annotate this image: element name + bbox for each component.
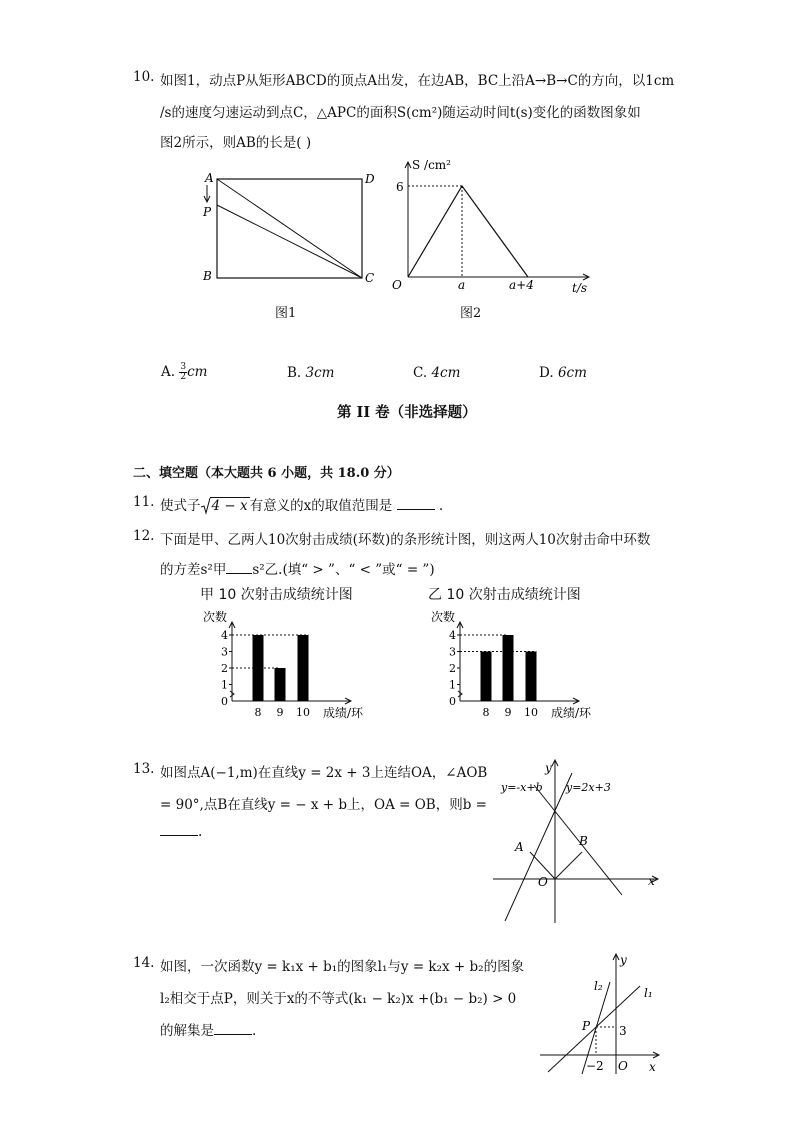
label-b: B xyxy=(579,834,588,848)
bar-8 xyxy=(481,652,492,702)
x-tick-label: 9 xyxy=(276,706,284,719)
q11-post: 有意义的x的取值范围是 xyxy=(249,498,393,514)
chart-yi-title: 乙 10 次射击成绩统计图 xyxy=(428,587,581,603)
y-tick-label: 2 xyxy=(449,662,456,675)
q14-answer-blank[interactable] xyxy=(214,1022,252,1035)
q10-line1: 如图1，动点P从矩形ABCD的顶点A出发，在边AB，BC上沿A→B→C的方向，以1cm xyxy=(160,73,675,89)
section2-title: 二、填空题（本大题共 6 小题，共 18.0 分） xyxy=(133,466,400,481)
y-tick-label: 4 xyxy=(449,629,456,642)
option-a-label: A. xyxy=(161,364,176,380)
y-axis-label: 次数 xyxy=(203,610,228,624)
label-neg2: −2 xyxy=(586,1059,604,1073)
segment-pc xyxy=(217,205,362,278)
q13-answer-blank[interactable] xyxy=(160,823,198,836)
option-a[interactable] xyxy=(161,363,207,382)
label-d: D xyxy=(365,172,375,186)
label-3: 3 xyxy=(619,1024,627,1038)
option-b-value: 3cm xyxy=(305,365,335,381)
q13-figure xyxy=(490,755,665,925)
x-tick-label: 9 xyxy=(504,706,512,719)
x-axis-label: 成绩/环 xyxy=(323,706,364,720)
x-tick-label: 8 xyxy=(254,706,262,719)
label-a-plus-4: a+4 xyxy=(509,278,534,292)
option-c[interactable] xyxy=(413,365,460,381)
option-d-label: D. xyxy=(539,365,554,381)
area-function-graph xyxy=(408,186,528,277)
q10-figure2 xyxy=(388,155,598,295)
y-tick-label: 3 xyxy=(449,645,456,659)
q14-figure xyxy=(536,950,666,1078)
option-a-unit: cm xyxy=(187,364,208,380)
figure2-caption: 图2 xyxy=(460,306,482,321)
x-tick-label: 8 xyxy=(482,706,490,719)
y-axis-label: 次数 xyxy=(431,610,456,624)
q14-line1: 如图，一次函数y = k₁x + b₁的图象l₁与y = k₂x + b₂的图象 xyxy=(160,959,525,975)
option-b-label: B. xyxy=(287,365,302,381)
q13-line3: . xyxy=(160,823,202,840)
y-tick-label: 2 xyxy=(221,662,228,675)
q14-line2: l₂相交于点P，则关于x的不等式(k₁ − k₂)x +(b₁ − b₂) > 0 xyxy=(160,991,517,1007)
label-line1: y=-x+b xyxy=(501,781,543,794)
sqrt-expression: 4 − x xyxy=(201,498,250,514)
bar-9 xyxy=(503,635,514,701)
diagonal-ac xyxy=(217,179,362,278)
option-c-value: 4cm xyxy=(431,365,461,381)
q10-number: 10. xyxy=(133,69,155,85)
part2-title: 第 II 卷（非选择题） xyxy=(337,404,477,421)
y-tick-label: 4 xyxy=(221,629,228,642)
bar-9 xyxy=(275,668,286,701)
q13-line1: 如图点A(−1,m)在直线y = 2x + 3上连结OA，∠AOB xyxy=(160,765,488,781)
q11-text: 使式子 4 − x 有意义的x的取值范围是 . xyxy=(160,498,444,514)
option-d-value: 6cm xyxy=(557,365,587,381)
q11-number: 11. xyxy=(133,494,155,510)
q12-number: 12. xyxy=(133,528,155,544)
x-tick-label: 10 xyxy=(296,706,310,719)
y-tick-label: 3 xyxy=(221,645,228,659)
q10-line2: /s的速度匀速运动到点C，△APC的面积S(cm²)随运动时间t(s)变化的函数图象如 xyxy=(160,105,641,121)
bar-10 xyxy=(298,635,309,701)
option-c-label: C. xyxy=(413,365,428,381)
label-l2: l₂ xyxy=(594,979,603,993)
q14-number: 14. xyxy=(133,955,155,971)
option-d[interactable] xyxy=(539,365,587,381)
y-tick-label: 1 xyxy=(221,678,228,692)
chart-yi xyxy=(423,605,638,723)
y-tick-label: 0 xyxy=(221,695,228,708)
q12-answer-blank[interactable] xyxy=(226,561,252,574)
q13-line2: = 90°,点B在直线y = − x + b上，OA = OB，则b = xyxy=(160,797,487,813)
q14-line3: 的解集是 . xyxy=(160,1023,257,1039)
q10-line3: 图2所示，则AB的长是( ) xyxy=(160,135,312,151)
segment-ob xyxy=(555,852,582,879)
label-l1: l₁ xyxy=(644,986,653,1000)
label-line2: y=2x+3 xyxy=(566,781,611,794)
label-b: B xyxy=(203,269,212,283)
label-s: S /cm² xyxy=(412,158,451,172)
q11-answer-blank[interactable] xyxy=(397,497,435,510)
label-o: O xyxy=(538,875,548,889)
label-a: a xyxy=(458,278,466,292)
q12-line1: 下面是甲、乙两人10次射击成绩(环数)的条形统计图，则这两人10次射击命中环数 xyxy=(160,532,651,548)
x-axis-label: 成绩/环 xyxy=(551,706,592,720)
q13-number: 13. xyxy=(133,761,155,777)
chart-jia xyxy=(195,605,410,723)
y-tick-label: 1 xyxy=(449,678,456,692)
label-t: t/s xyxy=(572,281,588,295)
sqrt-icon xyxy=(201,497,211,515)
label-y: y xyxy=(545,761,552,775)
x-tick-label: 10 xyxy=(524,706,538,719)
label-a: A xyxy=(515,840,524,854)
q11-pre: 使式子 xyxy=(160,498,201,514)
label-p: P xyxy=(203,205,212,219)
fraction-3-2: $\frac{3}{2}$ xyxy=(180,362,187,382)
figure1-caption: 图1 xyxy=(275,306,297,321)
label-x: x xyxy=(649,1060,656,1074)
label-y: y xyxy=(620,953,627,967)
label-p: P xyxy=(582,1019,591,1033)
label-c: C xyxy=(365,271,375,285)
label-o: O xyxy=(392,278,402,292)
bar-10 xyxy=(526,652,537,702)
chart-jia-title: 甲 10 次射击成绩统计图 xyxy=(200,587,353,603)
y-tick-label: 0 xyxy=(449,695,456,708)
q10-figure1 xyxy=(195,165,385,290)
label-x: x xyxy=(648,874,655,888)
q12-line2: 的方差s²甲 s²乙.(填“ > ”、“ < ”或“ = ”) xyxy=(160,562,435,578)
option-b[interactable] xyxy=(287,365,334,381)
label-6: 6 xyxy=(396,180,404,194)
label-o: O xyxy=(618,1059,628,1073)
label-a: A xyxy=(205,171,214,185)
